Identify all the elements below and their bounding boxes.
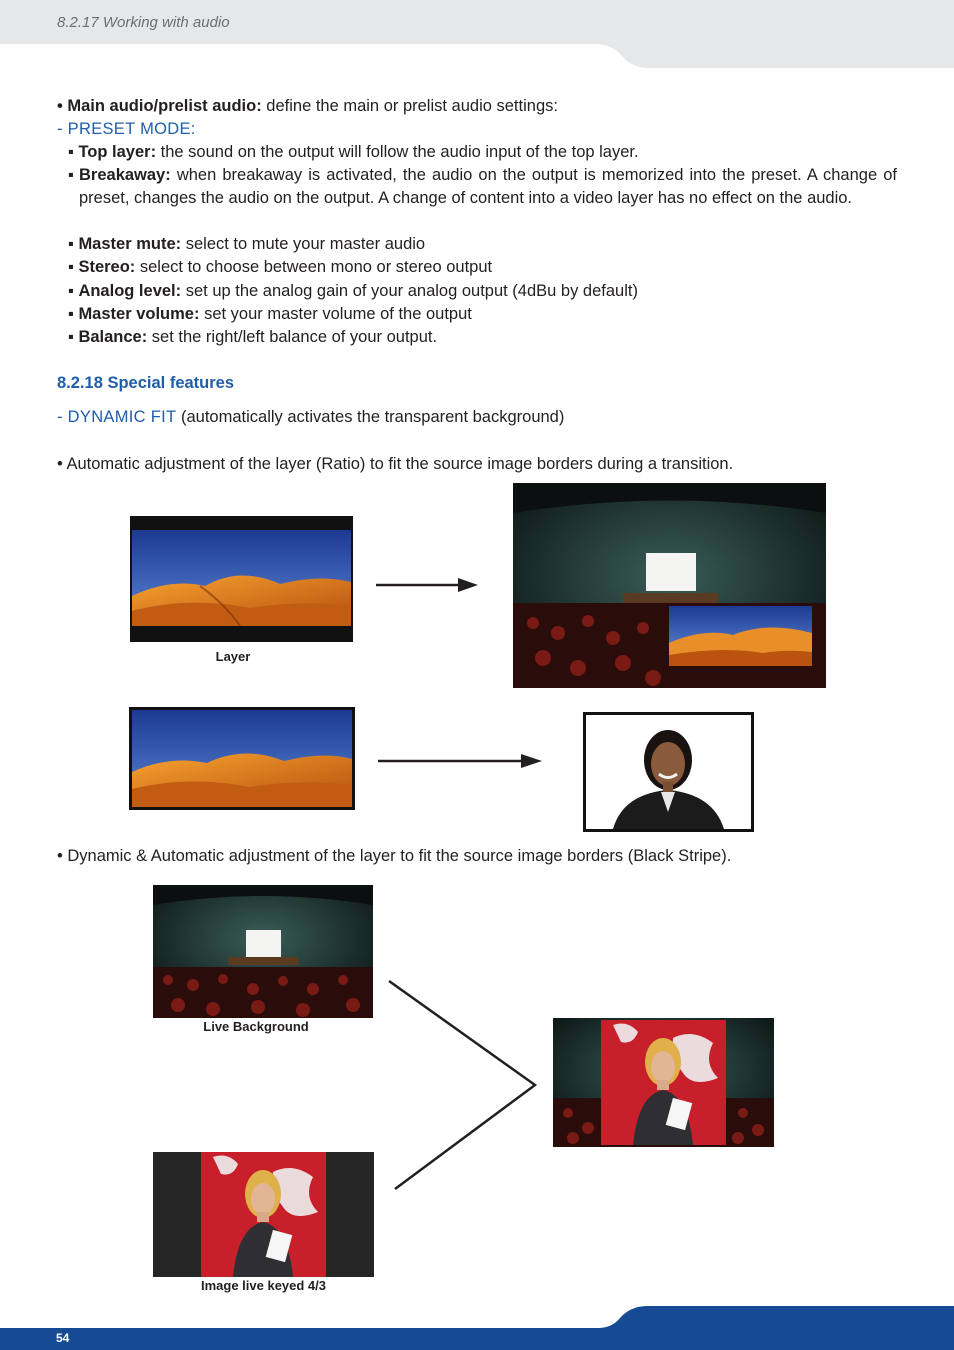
item-text: select to mute your master audio xyxy=(181,235,426,253)
dynamic-fit-text: (automatically activates the transparent background) xyxy=(176,408,565,426)
list-item: ▪ xyxy=(68,166,74,184)
list-item-breakaway xyxy=(79,164,897,210)
item-label: Balance: xyxy=(78,328,148,346)
list-item: ▪ Analog level: set up the analog gain of your analog output (4dBu by default) xyxy=(68,282,638,300)
caption-image-keyed: Image live keyed 4/3 xyxy=(200,1278,327,1293)
live-background-image xyxy=(153,885,373,1018)
preset-mode-heading: - PRESET MODE: xyxy=(57,120,196,138)
item-label: Analog level: xyxy=(78,282,182,300)
list-item: ▪ Stereo: select to choose between mono or stereo output xyxy=(68,258,493,276)
item-text: select to choose between mono or stereo output xyxy=(135,258,493,276)
bullet-ratio: • Automatic adjustment of the layer (Ratio) to fit the source image borders during a transition. xyxy=(57,455,734,473)
item-text: set the right/left balance of your output. xyxy=(147,328,438,346)
desert-layer-image-2 xyxy=(129,707,355,810)
merge-connector xyxy=(385,975,540,1195)
arrow-right-icon xyxy=(374,575,480,595)
list-item: ▪ Master volume: set your master volume of the output xyxy=(68,305,472,323)
main-audio-label: • Main audio/prelist audio: xyxy=(57,97,262,115)
item-label: Stereo: xyxy=(78,258,136,276)
composite-result-image xyxy=(553,1018,774,1147)
main-audio-line xyxy=(57,95,558,118)
list-item: ▪ Balance: set the right/left balance of your output. xyxy=(68,328,438,346)
item-text: set up the analog gain of your analog output (4dBu by default) xyxy=(181,282,638,300)
list-item: ▪ Master mute: select to mute your master audio xyxy=(68,235,426,253)
special-features-heading: 8.2.18 Special features xyxy=(57,374,235,392)
section-title: 8.2.17 Working with audio xyxy=(57,14,230,31)
item-label: Master mute: xyxy=(78,235,182,253)
image-keyed-4-3 xyxy=(153,1152,374,1277)
dynamic-fit-label: - DYNAMIC FIT xyxy=(57,408,177,426)
arrow-right-icon xyxy=(376,751,544,771)
item-label: Breakaway: xyxy=(79,166,171,184)
item-text: set your master volume of the output xyxy=(199,305,472,323)
item-label: Master volume: xyxy=(78,305,200,323)
dynamic-fit-line xyxy=(57,406,564,429)
auditorium-with-layer-image xyxy=(513,483,826,688)
caption-live-background: Live Background xyxy=(203,1019,309,1034)
footer-bar xyxy=(0,1300,954,1350)
caption-layer: Layer xyxy=(215,649,251,664)
item-text: when breakaway is activated, the audio on the output is memorized into the preset. A change of preset, changes the audio on the output. A change of content into a video layer has no effect on the audio. xyxy=(79,166,897,207)
desert-layer-image xyxy=(130,516,353,642)
header-bar xyxy=(0,0,954,70)
list-item: ▪ Top layer: the sound on the output will follow the audio input of the top layer. xyxy=(68,143,639,161)
item-text: the sound on the output will follow the audio input of the top layer. xyxy=(156,143,639,161)
item-label: Top layer: xyxy=(78,143,157,161)
presenter-portrait-image xyxy=(583,712,754,832)
bullet-black-stripe: • Dynamic & Automatic adjustment of the layer to fit the source image borders (Black Stripe). xyxy=(57,847,732,865)
page-number: 54 xyxy=(56,1331,70,1345)
main-audio-text: define the main or prelist audio settings: xyxy=(261,97,558,115)
